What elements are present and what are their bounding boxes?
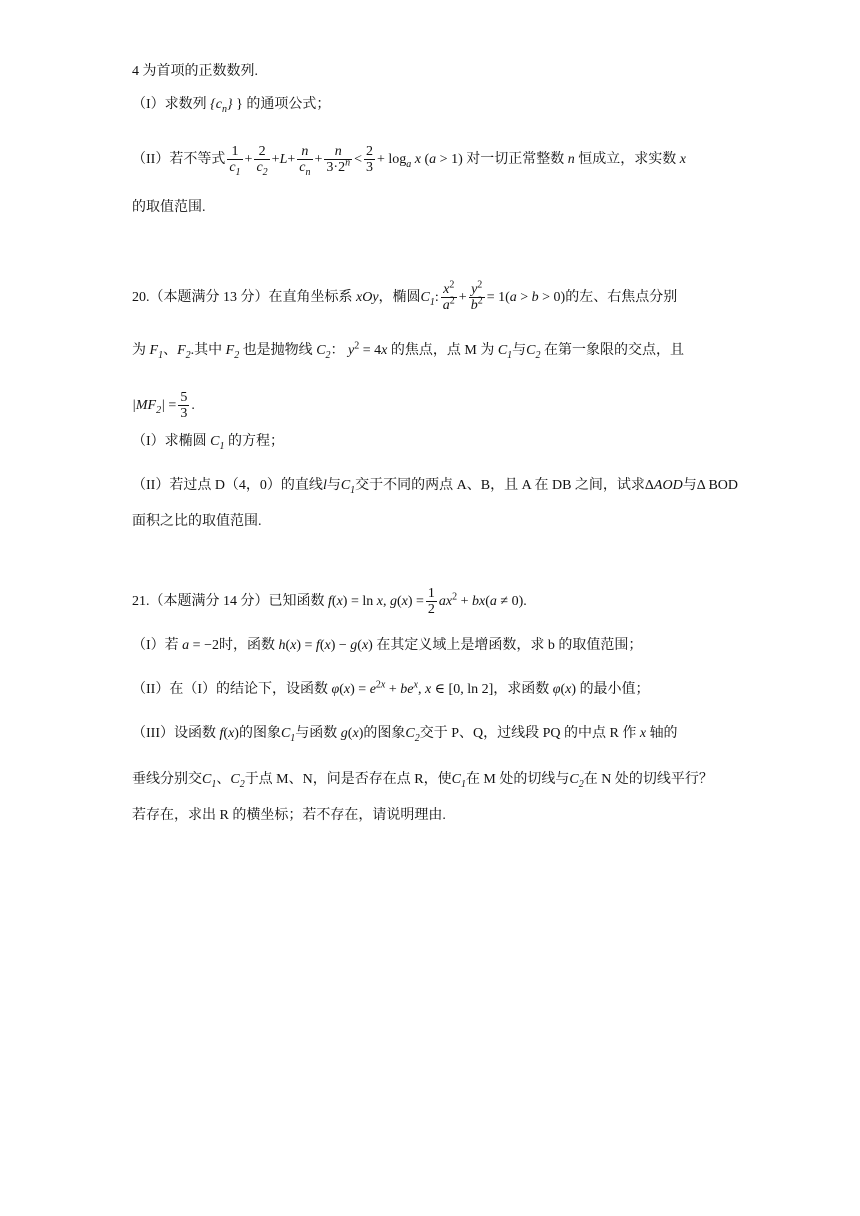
seq-cn: $\{c_n\}$ — [210, 97, 233, 115]
p19-part2-tail — [132, 198, 762, 218]
p20-l2d: 的焦点，点 M 为 — [390, 343, 495, 358]
p19-q2-prefix: （II）若不等式 — [132, 152, 226, 167]
p20-part1: （I）求椭圆 $C_1$ 的方程； — [132, 434, 285, 452]
p20-head: 20.（本题满分 13 分）在直角坐标系 xOy，椭圆$C_1$: $\frac{x^2}{a^2}$ + $\frac{y^2}{b^2}$ = 1(a > b > 0)的左、右焦点分别 — [132, 279, 678, 314]
p21-q2b: ，求函数 — [493, 682, 550, 697]
p19-q2-mid: 对一切正常整数 — [466, 152, 565, 167]
frac-2-c2: $\frac{2}{c_2}$ — [256, 144, 268, 179]
p20-l2e: 在第一象限的交点，且 — [544, 343, 685, 358]
p20-q1: （I）求椭圆 — [132, 434, 207, 449]
p20-line3: $|MF_2|$ = $\frac{5}{3}$ . — [132, 390, 195, 422]
p20-q1-end: 的方程； — [228, 434, 285, 449]
frac-x2-a2: $\frac{x^2}{a^2}$ — [442, 279, 455, 314]
p20-head3: 的左、右焦点分别 — [565, 290, 678, 305]
p20-part2-tail — [132, 512, 762, 532]
p21-q3f: 轴的 — [649, 726, 678, 741]
p20-l2c: 也是抛物线 — [242, 343, 313, 358]
frac-2-3: $\frac{2}{3}$ — [365, 144, 373, 176]
p21-q2c: 的最小值； — [579, 682, 650, 697]
p20-head2: ，椭圆 — [378, 290, 421, 305]
frac-y2-b2: $\frac{y^2}{b^2}$ — [470, 279, 483, 314]
p21-part3-line3 — [132, 806, 762, 826]
frac-n-3-2n: $\frac{n}{3\cdot 2^n}$ — [326, 144, 351, 176]
p21-q3g: 垂线分别交 — [132, 772, 202, 787]
p20-head-text: 20.（本题满分 13 分）在直角坐标系 — [132, 290, 353, 305]
p21-head: 21.（本题满分 14 分）已知函数 f(x) = ln x, g(x) = $\frac{1}{2}$ $ax^2 + bx(a \ne 0)$. — [132, 586, 527, 618]
p19-q1-label: （I）求数列 — [132, 97, 207, 112]
p19-cont-text: 4 为首项的正数数列. — [132, 64, 258, 79]
p20-line2: 为 $F_1$、$F_2$.其中 $F_2$ 也是抛物线 $C_2$： $y^2 = 4x$ 的焦点，点 M 为 $C_1$与$C_2$ 在第一象限的交点，且 — [132, 340, 685, 361]
p19-q2-end: 恒成立，求实数 — [578, 152, 677, 167]
p21-q3e: 交于 P、Q，过线段 PQ 的中点 R 作 — [419, 726, 637, 741]
p21-q1c: 在其定义域上是增函数，求 b 的取值范围； — [376, 638, 643, 653]
p21-part3-line2: 垂线分别交$C_1$、$C_2$于点 M、N，问是否存在点 R，使$C_1$在 M 处的切线与$C_2$在 N 处的切线平行？ — [132, 772, 713, 790]
p21-part2: （II）在（I）的结论下，设函数 $\varphi(x) = e^{2x} + be^x$, x ∈ [0, ln 2]，求函数 φ(x) 的最小值； — [132, 679, 650, 697]
p21-q3i: 在 M 处的切线与 — [465, 772, 570, 787]
p21-q3b: 的图象 — [238, 726, 281, 741]
p20-q2d: 面积之比的取值范围. — [132, 514, 262, 529]
p20-l2a: 为 — [132, 343, 146, 358]
p19-continuation — [132, 62, 762, 82]
frac-1-c1: $\frac{1}{c_1}$ — [229, 144, 241, 179]
p19-part2: （II）若不等式 $\frac{1}{c_1}$ + $\frac{2}{c_2}$ +L+ $\frac{n}{c_n}$ + $\frac{n}{3\cdot 2^n}$ < $\frac{2}{3}$ + $\log_a x$ (a > 1) 对一切正常整数 n 恒成立，求实数 x — [132, 144, 686, 179]
p21-q3h: 于点 M、N，问是否存在点 R，使 — [244, 772, 452, 787]
frac-1-2: $\frac{1}{2}$ — [427, 586, 435, 618]
p21-part1: （I）若 a = −2时，函数 h(x) = f(x) − g(x) 在其定义域上是增函数，求 b 的取值范围； — [132, 638, 643, 653]
frac-n-cn: $\frac{n}{c_n}$ — [299, 144, 311, 179]
p20-q2a: （II）若过点 D（4，0）的直线 — [132, 478, 323, 493]
p21-q3d: 的图象 — [363, 726, 406, 741]
p20-q2b: 交于不同的两点 A、B，且 A 在 DB 之间，试求 — [355, 478, 645, 493]
p21-part3: （III）设函数 f(x)的图象$C_1$与函数 g(x)的图象$C_2$交于 P、Q，过线段 PQ 的中点 R 作 x 轴的 — [132, 726, 678, 744]
p20-l2b: .其中 — [190, 343, 223, 358]
p19-q2-tail: 的取值范围. — [132, 200, 206, 215]
p19-q1-end: } 的通项公式； — [236, 97, 331, 112]
p21-q2a: （II）在（I）的结论下，设函数 — [132, 682, 328, 697]
p21-q3c: 与函数 — [295, 726, 338, 741]
p21-head-text: 21.（本题满分 14 分）已知函数 — [132, 594, 325, 609]
p21-q3j: 在 N 处的切线平行？ — [583, 772, 713, 787]
p21-q1b: 时，函数 — [218, 638, 275, 653]
p21-q3a: （III）设函数 — [132, 726, 216, 741]
p20-part2: （II）若过点 D（4，0）的直线l与$C_1$交于不同的两点 A、B，且 A 在 DB 之间，试求ΔAOD与Δ BOD — [132, 478, 738, 496]
p20-q2c: BOD — [708, 478, 738, 493]
p21-q3k: 若存在，求出 R 的横坐标；若不存在，请说明理由. — [132, 808, 446, 823]
frac-5-3: $\frac{5}{3}$ — [180, 390, 188, 422]
p19-part1 — [132, 95, 762, 115]
p21-q1a: （I）若 — [132, 638, 179, 653]
